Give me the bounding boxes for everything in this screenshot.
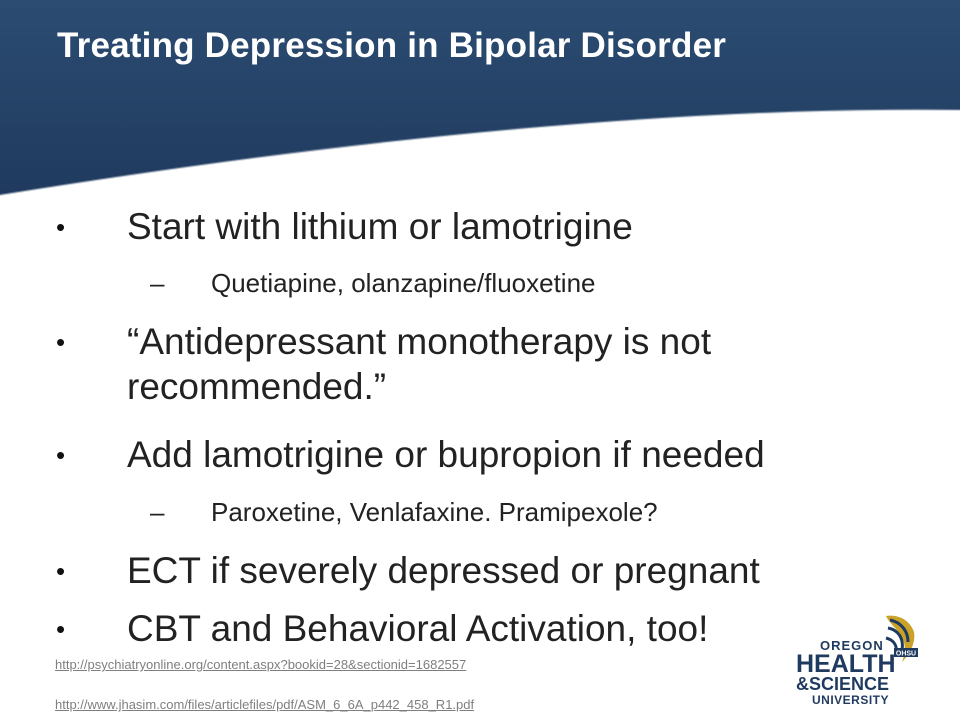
logo-line-university: UNIVERSITY [812, 693, 890, 707]
bullet-dot-icon: • [56, 440, 66, 470]
reference-link-psychiatryonline[interactable]: http://psychiatryonline.org/content.aspx?bookid=28&sectionid=1682557 [55, 657, 467, 672]
sub-bullet-text: Quetiapine, olanzapine/fluoxetine [211, 268, 596, 298]
slide-title: Treating Depression in Bipolar Disorder [57, 26, 727, 65]
logo-line-science: &SCIENCE [796, 674, 890, 694]
bullet-text-line2: recommended.” [127, 366, 387, 407]
dash-icon: – [150, 268, 165, 298]
bullet-text: Start with lithium or lamotrigine [127, 206, 633, 247]
bullet-text: ECT if severely depressed or pregnant [127, 550, 760, 591]
ohsu-badge-text: OHSU [895, 650, 917, 658]
dash-icon: – [150, 497, 165, 527]
bullet-dot-icon: • [56, 212, 66, 242]
ohsu-logo [790, 610, 925, 705]
logo-line-health: HEALTH [796, 650, 896, 678]
bullet-dot-icon: • [56, 327, 66, 357]
reference-link-jhasim[interactable]: http://www.jhasim.com/files/articlefiles/pdf/ASM_6_6A_p442_458_R1.pdf [55, 697, 475, 712]
bullet-text-line1: “Antidepressant monotherapy is not [127, 321, 712, 362]
bullet-dot-icon: • [56, 614, 66, 644]
sub-bullet-text: Paroxetine, Venlafaxine. Pramipexole? [211, 497, 658, 527]
bullet-text: Add lamotrigine or bupropion if needed [127, 434, 765, 475]
bullet-dot-icon: • [56, 556, 66, 586]
bullet-text: CBT and Behavioral Activation, too! [127, 608, 709, 649]
logo-line-oregon: OREGON [820, 638, 884, 653]
